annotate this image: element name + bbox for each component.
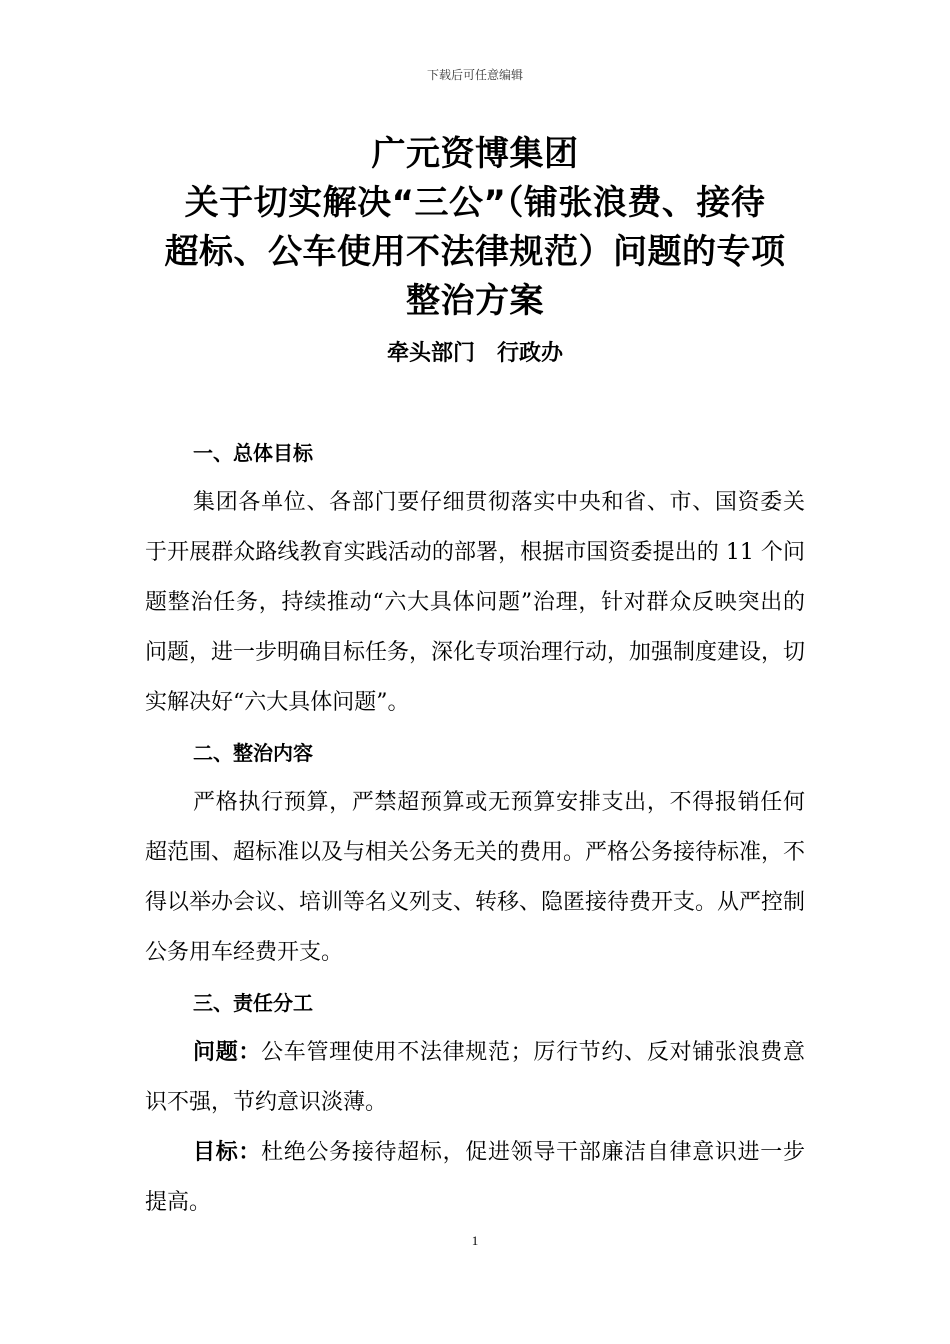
- lead-department: 牵头部门 行政办: [386, 341, 563, 366]
- title-line-4: 整治方案: [406, 281, 544, 321]
- goal-text: 杜绝公务接待超标，促进领导干部廉洁自律意识进一步提高。: [145, 1140, 805, 1215]
- section-heading-overall-goal: 一、总体目标: [193, 441, 313, 465]
- goal-label: 目标：: [193, 1140, 262, 1165]
- problem-text: 公车管理使用不法律规范；厉行节约、反对铺张浪费意识不强，节约意识淡薄。: [145, 1040, 805, 1115]
- paragraph-goal: [145, 1128, 805, 1228]
- section-heading-rectification-content: 二、整治内容: [193, 741, 313, 765]
- section-heading-responsibility: 三、责任分工: [193, 991, 313, 1015]
- document-title: [140, 130, 810, 326]
- document-body: [145, 428, 805, 1228]
- paragraph-problem: [145, 1028, 805, 1128]
- title-line-2: 关于切实解决“三公”（铺张浪费、接待: [184, 183, 766, 223]
- title-line-3: 超标、公车使用不法律规范）问题的专项: [164, 232, 786, 272]
- header-note: 下载后可任意编辑: [426, 68, 523, 82]
- problem-label: 问题：: [193, 1040, 262, 1065]
- paragraph-rectification-content: 严格执行预算，严禁超预算或无预算安排支出，不得报销任何超范围、超标准以及与相关公务无关的费用。严格公务接待标准，不得以举办会议、培训等名义列支、转移、隐匿接待费开支。从严控制公务用车经费开支。: [145, 790, 806, 965]
- paragraph-overall-goal: 集团各单位、各部门要仔细贯彻落实中央和省、市、国资委关于开展群众路线教育实践活动的部署，根据市国资委提出的 11 个问题整治任务，持续推动“六大具体问题”治理，针对群众反映突出的问题，进一步明确目标任务，深化专项治理行动，加强制度建设，切实解决好“六大具体问题”。: [145, 490, 806, 715]
- title-line-1: 广元资博集团: [371, 134, 579, 174]
- page-number: 1: [471, 1233, 479, 1248]
